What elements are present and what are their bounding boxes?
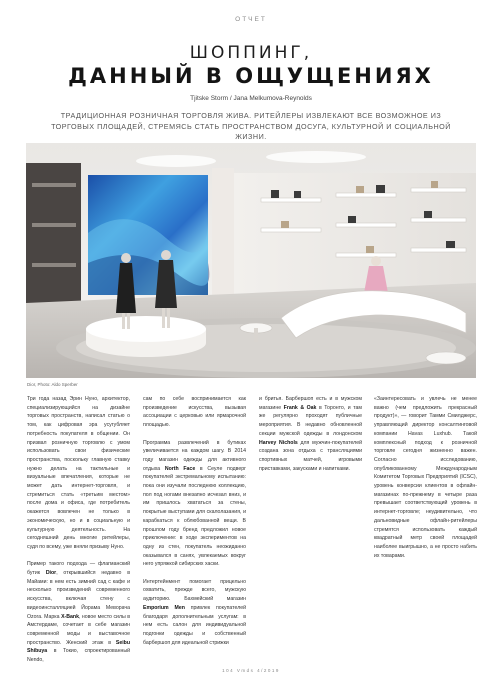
brand-name: Dior: [45, 570, 57, 577]
brand-name: Frank & Oak: [283, 404, 317, 411]
article-column-1: [27, 395, 130, 673]
store-photo: [26, 143, 476, 378]
title-line-1: ШОППИНГ,: [189, 43, 313, 63]
paragraph: сам по себе воспринимается как произведение искусства, вызывая ассоциации с церковью или ярмарочной площадью.: [143, 396, 246, 429]
title-line-2: ДАННЫЙ В ОЩУЩЕНИЯХ: [68, 64, 434, 88]
brand-name: Emporium Men: [143, 604, 185, 611]
page-footer: 104 Vmds 4/2019: [222, 668, 280, 673]
article-column-3: [259, 395, 362, 482]
paragraph: Программа развлечений в бутиках увеличивается на каждом шагу. В 2014 году магазин одежды для активного отдыха North Face в Сеуле подверг покупателей экстремальному испытанию: пока они изучали последнюю коллекцию, пол под ногами внезапно исчезал вниз, и им пришлось хвататься за стены, покрытые выступами для скалолазания, и карабкаться к облюбованной вещи. В прошлом году бренд предложил новое приключение: в ходе экспериментов на одну из стен, покупатель неожиданно оказывался в санях, увлекаемых вокруг него упряжкой сибирских хаски.: [143, 439, 246, 568]
store-photo-illustration: [26, 143, 476, 378]
brand-name: Seibu Shibuya: [27, 639, 130, 655]
authors: Tjitske Storm / Jana Melkumova-Reynolds: [190, 95, 312, 102]
paragraph: Три года назад Эрин Нуно, архитектор, специализирующийся на дизайне торговых пространств, написал статью о том, как цифровая эра усугубляет потребность покупателя в общении. Он призвал розничную торговлю с умом использовать свои физические пространства, поскольку главную ставку нужно делать на тактильные и визуальные впечатления, которые не может дать интернет-торговля, и стремиться стать «третьим местом» после дома и офиса, где потребитель окажется вовлечен не только в экономическую, но и в социальную и культурную деятельность. На сегодняшний день многие ритейлеры, судя по всему, уже вняли призыву Нуно.: [27, 396, 130, 550]
article-column-4: [374, 395, 477, 569]
photo-credit: Dior, Photo: Aldo Sperber: [27, 382, 78, 387]
paragraph: и бритья. Барбершоп есть и в мужском магазине Frank & Oak в Торонто, и там же регулярно проходят публичные мероприятия. В недавно обновленной секции мужской одежды в лондонском Harvey Nichols для мужчин-покупателей создана зона отдыха с трансляциями спортивных матчей, игровыми приставками, закусками и напитками.: [259, 396, 362, 472]
brand-name: X-Bank: [61, 613, 79, 620]
paragraph: Интертейнмент помогает прицельно охватить, прежде всего, мужскую аудиторию. Бахмейский магазин Emporium Men привлек покупателей благодаря дополнительным услугам: в нем есть салон для индивидуальной подгонки одежды и собственный барбершоп для идеальной стрижки: [143, 578, 247, 646]
brand-name: North Face: [164, 465, 196, 472]
article-column-2: [143, 395, 246, 656]
brand-name: Harvey Nichols: [259, 439, 298, 446]
section-label: ОТЧЕТ: [235, 16, 267, 23]
paragraph: Пример такого подхода — флагманский бутик Dior, открывшийся недавно в Майами: в нем есть зимний сад с кафе и несколько произведений современного искусства, включая стену с видеоинсталляцией Йорама Меворача Ozora. Марка X-Bank, новое место силы в Амстердаме, сочетает в себе магазин современной моды и выставочное пространство. Женский этаж в Seibu Shibuya в Токио, спроектированный Nendo,: [27, 561, 130, 664]
paragraph: «Заинтересовать и увлечь не менее важно (чем предложить прекрасный продукт)», — говорит Тамми Смилджерс, управляющий директор консалтинговой компании Havas Luxhub. Такой комплексный подход к розничной торговле сегодня жизненно важен. Согласно исследованию, опубликованному Международным Комитетом Торговых Предприятий (ICSC), уровень конверсии клиентов в офлайн-магазинах по-прежнему в четыре раза превышает соответствующий уровень в интернет-торговле; неудивительно, что дальновидные офлайн-ритейлеры стремятся использовать каждый квадратный метр своей площадей наиболее выигрышно, а не просто набить их товарами.: [374, 396, 477, 559]
lead-paragraph: ТРАДИЦИОННАЯ РОЗНИЧНАЯ ТОРГОВЛЯ ЖИВА. РИТЕЙЛЕРЫ ИЗВЛЕКАЮТ ВСЕ ВОЗМОЖНОЕ ИЗ ТОРГОВЫХ ПЛОЩАДЕЙ, СТРЕМЯСЬ СТАТЬ ПРОСТРАНСТВОМ ДОСУГА, КУЛЬТУРНОЙ И СОЦИАЛЬНОЙ ЖИЗНИ.: [51, 111, 451, 141]
